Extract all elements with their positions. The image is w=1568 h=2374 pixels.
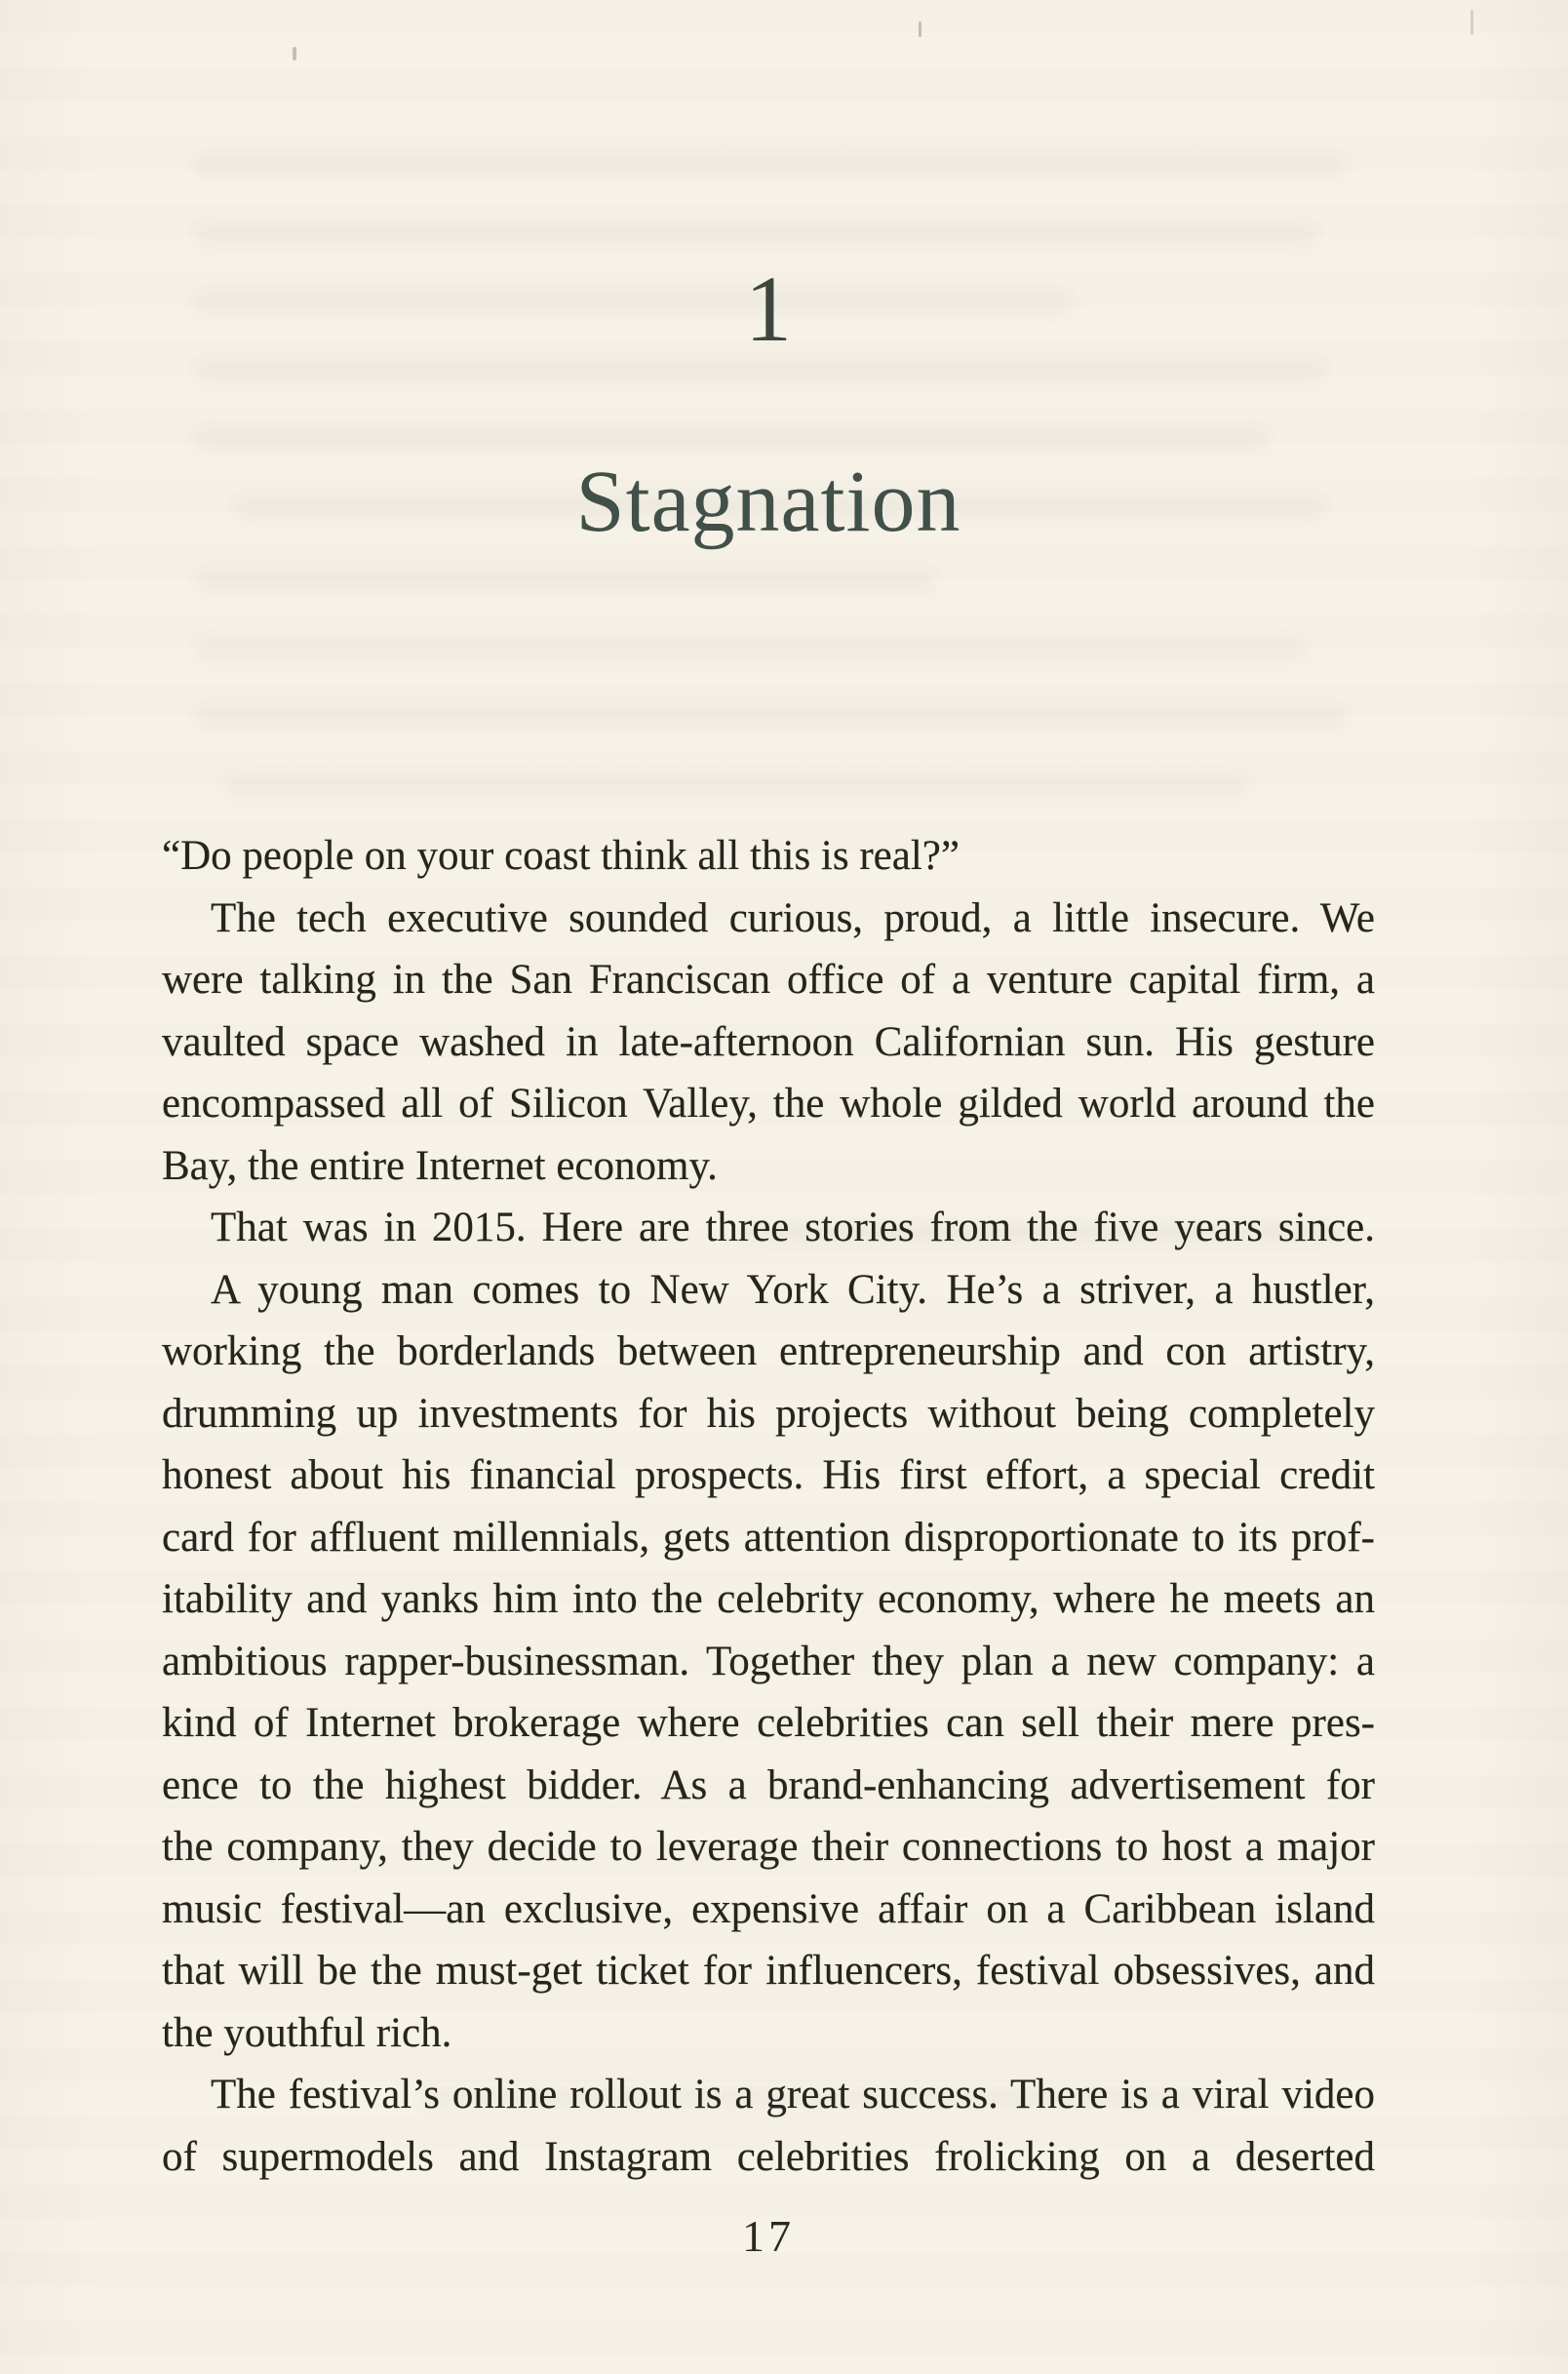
text-line: “Do people on your coast think all this is real?” [162, 833, 960, 879]
text-line: the youthful rich. [162, 2009, 452, 2056]
text-line: music festival—an exclusive, expensive affair on a Caribbean island [162, 1885, 1375, 1932]
page-number: 17 [742, 2211, 795, 2261]
text-line: That was in 2015. Here are three stories from the five years since. [211, 1205, 1375, 1250]
text-line: working the borderlands between entrepreneurship and con artistry, [162, 1328, 1375, 1374]
text-line: drumming up investments for his projects without being completely [162, 1390, 1375, 1437]
text-line: The festival’s online rollout is a great success. There is a viral video [211, 2072, 1375, 2117]
paper-speck [919, 21, 921, 37]
text-line: honest about his financial prospects. His first effort, a special credit [162, 1452, 1375, 1498]
text-line: encompassed all of Silicon Valley, the whole gilded world around the [162, 1081, 1375, 1127]
text-line: The tech executive sounded curious, proud, a little insecure. We [211, 894, 1375, 941]
text-line: that will be the must-get ticket for influencers, festival obsessives, and [162, 1948, 1375, 1994]
body-text [162, 825, 1375, 2188]
text-line: vaulted space washed in late-afternoon Californian sun. His gesture [162, 1018, 1375, 1065]
text-line: the company, they decide to leverage their connections to host a major [162, 1824, 1375, 1870]
text-line: itability and yanks him into the celebrity economy, where he meets an [162, 1576, 1375, 1622]
text-line: of supermodels and Instagram celebrities frolicking on a deserted [162, 2133, 1375, 2180]
text-line: A young man comes to New York City. He’s a striver, a hustler, [211, 1266, 1375, 1313]
text-line: ambitious rapper-businessman. Together they plan a new company: a [162, 1638, 1375, 1684]
text-line: were talking in the San Franciscan office of a venture capital firm, a [162, 957, 1375, 1003]
text-line: ence to the highest bidder. As a brand-enhancing advertisement for [162, 1761, 1375, 1808]
chapter-number: 1 [745, 257, 792, 361]
paper-speck [1470, 10, 1473, 35]
text-line: kind of Internet brokerage where celebrities can sell their mere pres- [162, 1700, 1375, 1746]
chapter-title: Stagnation [575, 454, 961, 550]
text-line: Bay, the entire Internet economy. [162, 1142, 718, 1189]
text-line: card for affluent millennials, gets attention disproportionate to its prof- [162, 1514, 1375, 1561]
paper-speck [293, 47, 296, 60]
